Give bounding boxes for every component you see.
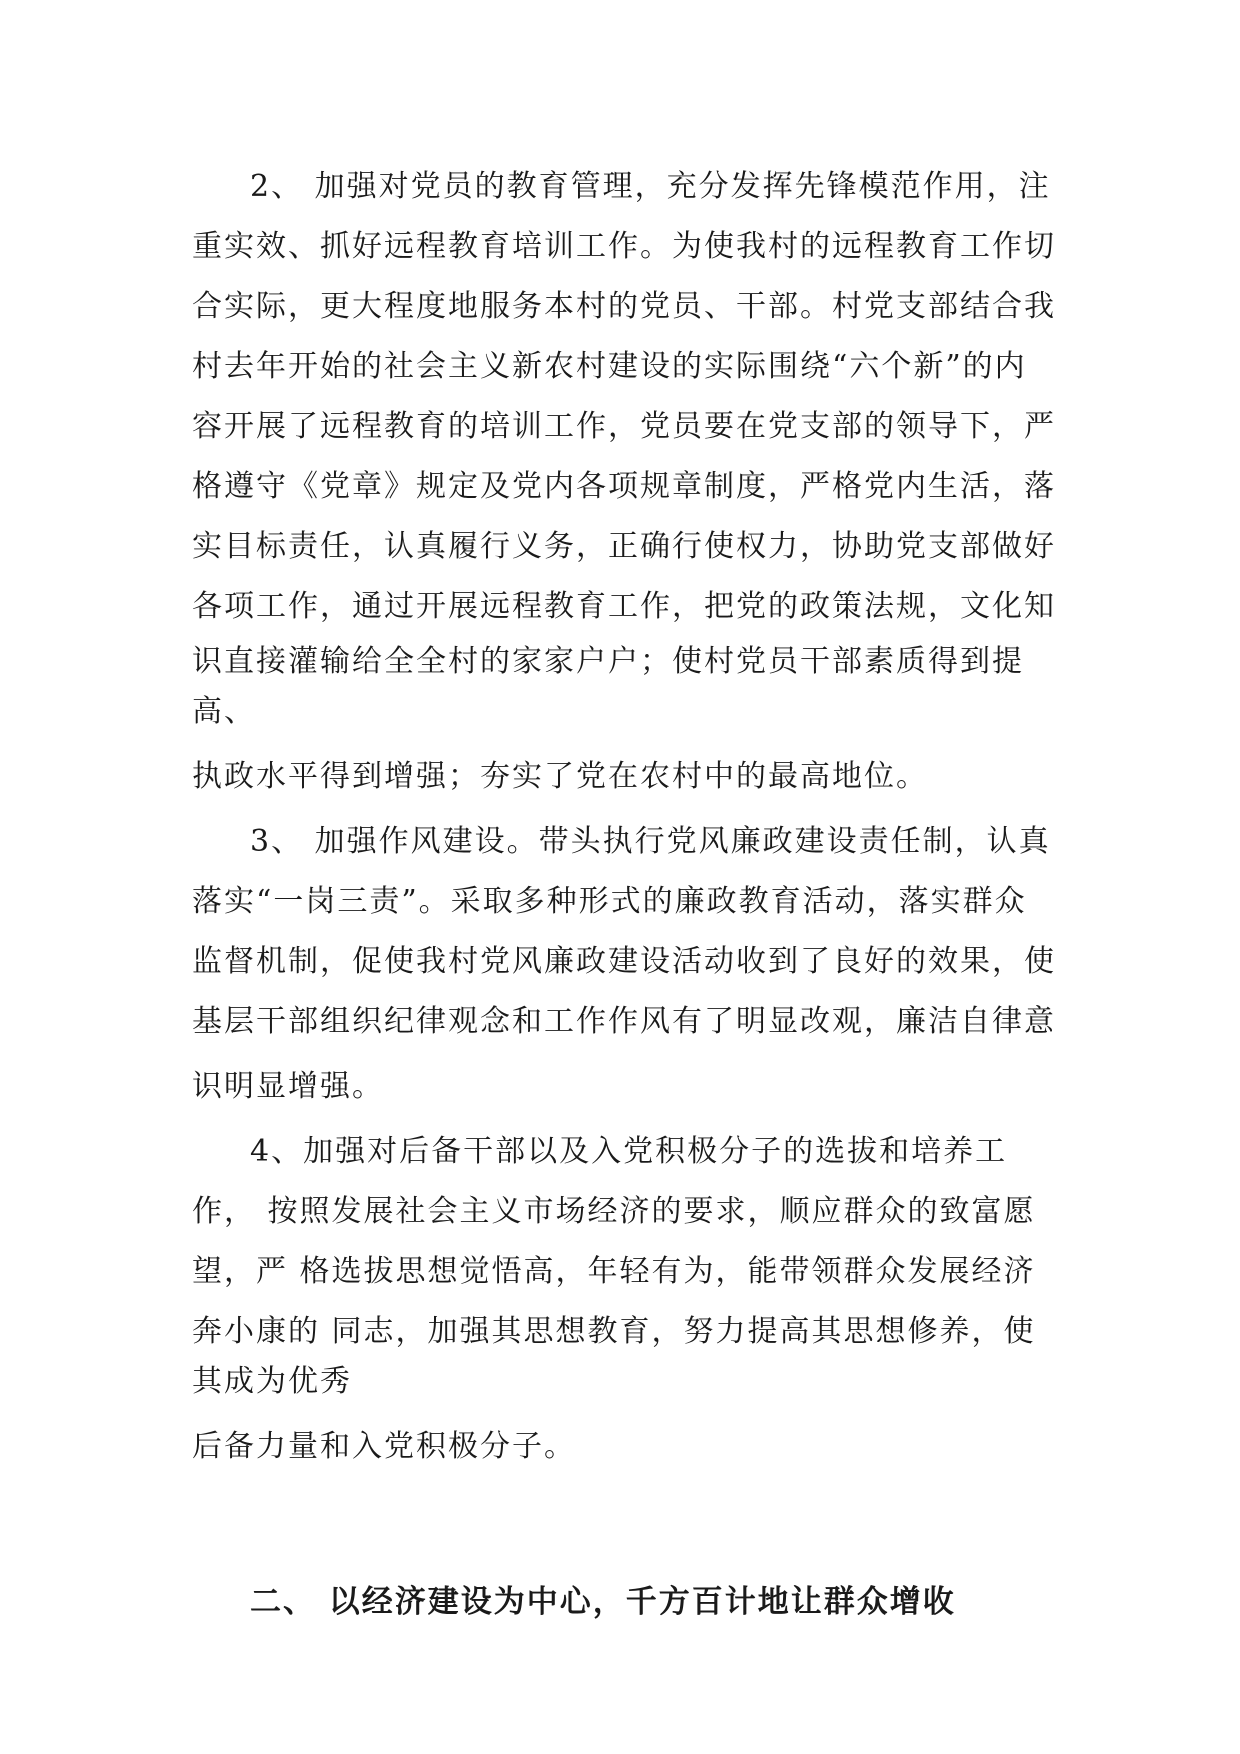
text-line: 高、 [192, 694, 256, 729]
text-line: 望，严 格选拔思想觉悟高，年轻有为，能带领群众发展经济 [192, 1254, 1036, 1289]
text-line: 合实际，更大程度地服务本村的党员、干部。村党支部结合我 [192, 289, 1056, 324]
text-line: 基层干部组织纪律观念和工作作风有了明显改观，廉洁自律意 [192, 1004, 1056, 1039]
text-line: 格遵守《党章》规定及党内各项规章制度，严格党内生活，落 [192, 469, 1056, 504]
text-line: 3、 加强作风建设。带头执行党风廉政建设责任制，认真 [250, 824, 1051, 859]
section-heading: 二、 以经济建设为中心，千方百计地让群众增收 [250, 1584, 956, 1620]
text-line: 作， 按照发展社会主义市场经济的要求，顺应群众的致富愿 [192, 1194, 1036, 1229]
text-line: 村去年开始的社会主义新农村建设的实际围绕“六个新”的内 [192, 349, 1027, 384]
text-line: 各项工作，通过开展远程教育工作，把党的政策法规，文化知 [192, 589, 1056, 624]
text-line: 实目标责任，认真履行义务，正确行使权力，协助党支部做好 [192, 529, 1056, 564]
text-line: 2、 加强对党员的教育管理，充分发挥先锋模范作用，注 [250, 169, 1051, 204]
text-line: 重实效、抓好远程教育培训工作。为使我村的远程教育工作切 [192, 229, 1056, 264]
text-line: 容开展了远程教育的培训工作，党员要在党支部的领导下，严 [192, 409, 1056, 444]
text-line: 奔小康的 同志，加强其思想教育，努力提高其思想修养，使 [192, 1314, 1036, 1349]
text-line: 监督机制，促使我村党风廉政建设活动收到了良好的效果，使 [192, 944, 1056, 979]
text-line: 识直接灌输给全全村的家家户户；使村党员干部素质得到提 [192, 644, 1024, 679]
text-line: 4、加强对后备干部以及入党积极分子的选拔和培养工 [250, 1134, 1008, 1169]
text-line: 执政水平得到增强；夯实了党在农村中的最高地位。 [192, 759, 928, 794]
text-line: 落实“一岗三责”。采取多种形式的廉政教育活动，落实群众 [192, 884, 1027, 919]
text-line: 其成为优秀 [192, 1364, 352, 1399]
text-line: 后备力量和入党积极分子。 [192, 1429, 576, 1464]
text-line: 识明显增强。 [192, 1069, 384, 1104]
